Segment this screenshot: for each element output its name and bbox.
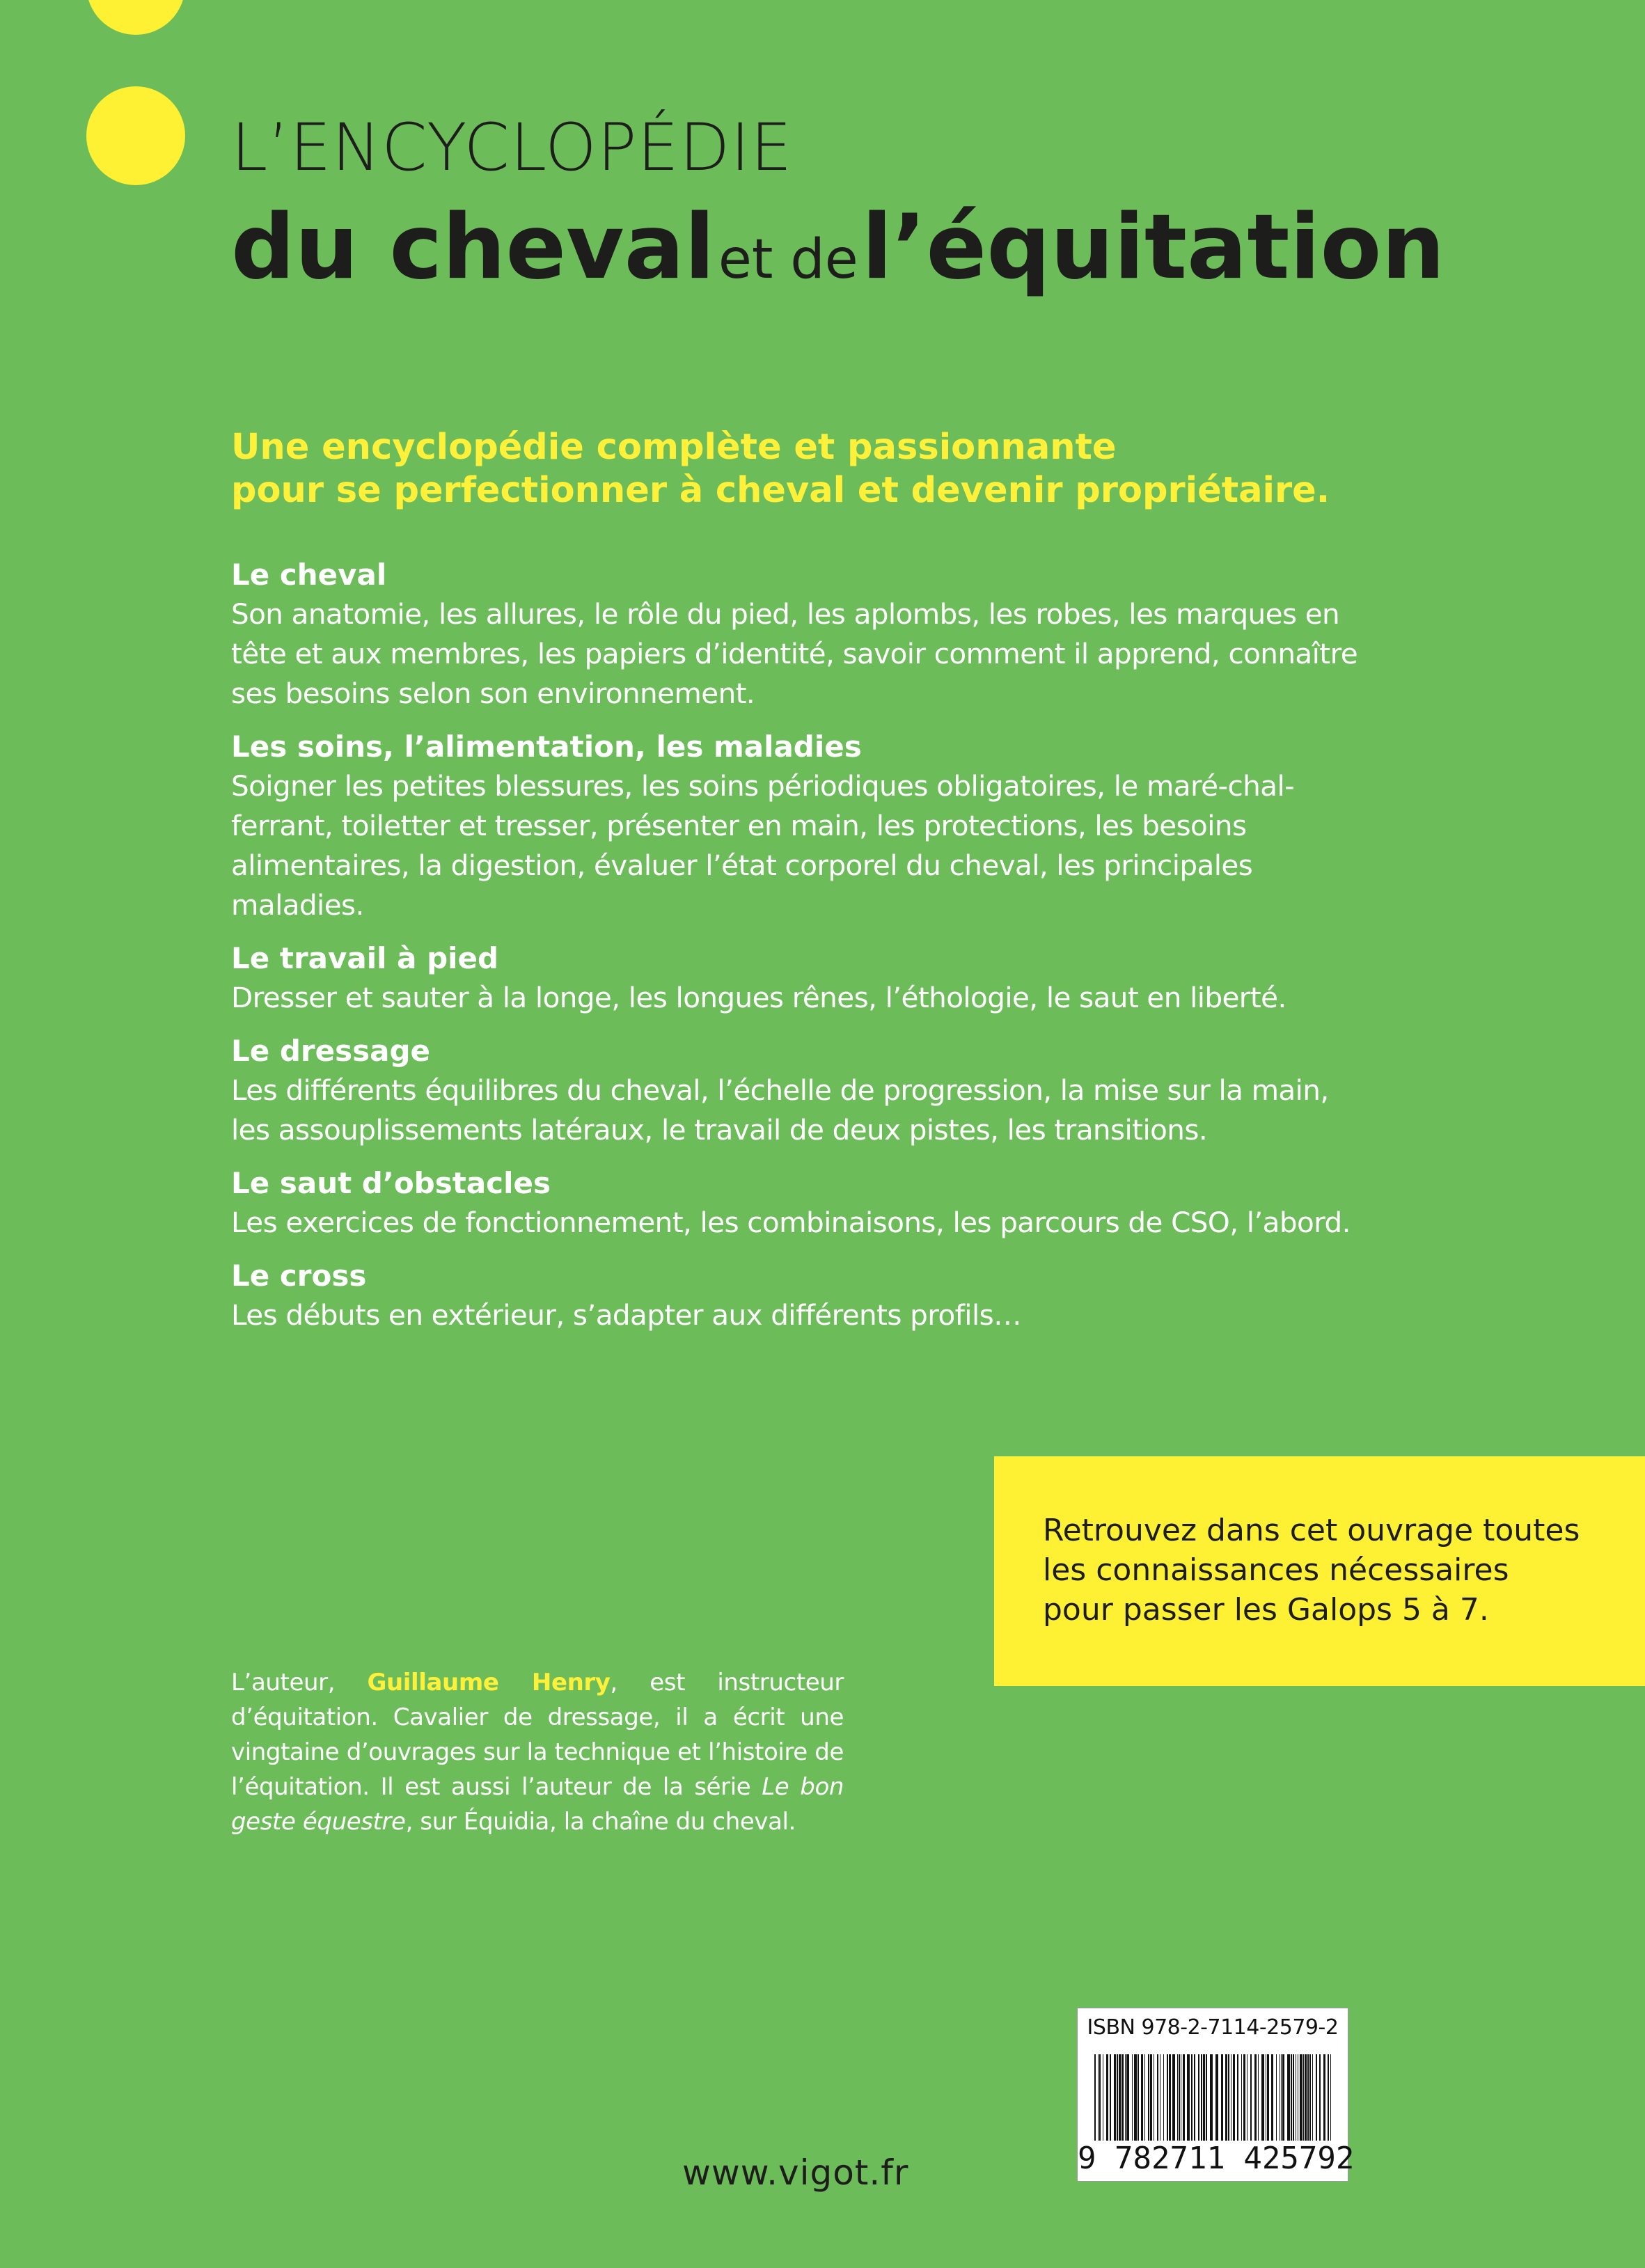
publisher-website: www.vigot.fr [682, 2152, 909, 2193]
author-text-2: , sur Équidia, la chaîne du cheval. [405, 1808, 796, 1836]
section-heading: Le travail à pied [231, 941, 499, 975]
isbn-label: ISBN 978-2-7114-2579-2 [1087, 2015, 1339, 2040]
section-soins [231, 727, 1373, 925]
highlight-line-3: pour passer les Galops 5 à 7. [1043, 1592, 1489, 1628]
author-text-1: , est instructeur d’équitation. Cavalier de dressage, il a écrit une vingtaine d’ouvrages sur la technique et l’histoire de l’équitation. Il est aussi l’auteur de la série [231, 1669, 844, 1801]
section-saut-obstacles [231, 1164, 1373, 1243]
isbn-barcode-box [1077, 2008, 1355, 2182]
decorative-circle [86, 86, 185, 185]
section-heading: Le cheval [231, 558, 387, 592]
tagline-line-2: pour se perfectionner à cheval et devenir propriétaire. [231, 470, 1330, 511]
section-heading: Le dressage [231, 1034, 431, 1068]
barcode-icon [1092, 2054, 1334, 2141]
title-subject [231, 196, 1445, 299]
highlight-line-2: les connaissances nécessaires [1043, 1552, 1509, 1588]
barcode-digits: 9 782711 425792 [1078, 2141, 1355, 2176]
section-heading: Le saut d’obstacles [231, 1166, 551, 1200]
decorative-circle-top [86, 0, 185, 35]
section-body: Les débuts en extérieur, s’adapter aux différents profils… [231, 1298, 1021, 1332]
author-series: Le bon geste équestre [231, 1773, 844, 1836]
section-travail-a-pied [231, 939, 1373, 1018]
author-prefix: L’auteur, [231, 1669, 368, 1696]
author-bio [231, 1665, 844, 1839]
section-cross [231, 1257, 1373, 1335]
title-du-cheval: du cheval [231, 196, 715, 299]
title-equitation: l’équitation [861, 196, 1445, 299]
section-heading: Le cross [231, 1259, 367, 1293]
section-cheval [231, 556, 1373, 714]
tagline [231, 426, 1415, 512]
section-body: Soigner les petites blessures, les soins périodiques obligatoires, le maré-chal-ferrant, toiletter et tresser, présenter en main, les protections, les besoins alimentaires, la digestion, évaluer l’état corporel du cheval, les principales maladies. [231, 769, 1295, 922]
section-body: Les exercices de fonctionnement, les combinaisons, les parcours de CSO, l’abord. [231, 1206, 1351, 1239]
section-heading: Les soins, l’alimentation, les maladies [231, 730, 862, 764]
author-name: Guillaume Henry [367, 1669, 611, 1696]
section-body: Dresser et sauter à la longe, les longues rênes, l’éthologie, le saut en liberté. [231, 981, 1286, 1014]
tagline-line-1: Une encyclopédie complète et passionnante [231, 427, 1117, 468]
highlight-text [1043, 1511, 1621, 1630]
section-body: Les différents équilibres du cheval, l’échelle de progression, la mise sur la main, les assouplissements latéraux, le travail de deux pistes, les transitions. [231, 1073, 1329, 1147]
highlight-box [994, 1456, 1645, 1686]
title-encyclopedie: L’ENCYCLOPÉDIE [231, 110, 793, 186]
highlight-line-1: Retrouvez dans cet ouvrage toutes [1043, 1513, 1580, 1548]
content-sections [231, 556, 1373, 1349]
title-et-de: et de [718, 228, 858, 291]
section-body: Son anatomie, les allures, le rôle du pied, les aplombs, les robes, les marques en tête et aux membres, les papiers d’identité, savoir comment il apprend, connaître ses besoins selon son environnement. [231, 597, 1358, 710]
section-dressage [231, 1032, 1373, 1150]
